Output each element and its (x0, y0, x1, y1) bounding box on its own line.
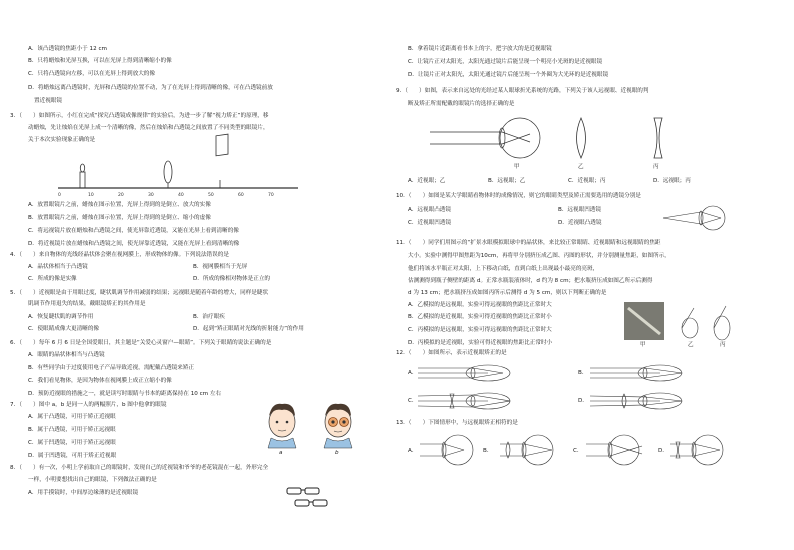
q11-option-a: A．乙模拟的是远视眼，实验可得远视眼的焦距比正常时大 (408, 302, 552, 308)
q7-option-c: C．属于凹透镜，可用于矫正远视眼 (28, 440, 116, 446)
q11-line2: 大小。实验中测得甲图焦距为10cm，再将甲分别挤压成乙图、丙图的形状，并分别测量焦距，如图所示， (408, 253, 670, 259)
q12-b-diagram (590, 362, 710, 384)
q13-option-c: C． (573, 448, 583, 454)
q10-eye-figure (663, 203, 733, 233)
eye-diagram-icon (663, 206, 725, 230)
q10-option-a: A．远视眼凸透镜 (408, 207, 451, 213)
q11-line4: 估测测得到瓶子侧壁的距离 d。正常水瓶装液体时，d 约为 8 cm；把水瓶挤压成如图乙所示后测得 (408, 278, 653, 284)
q5-option-d: D．起到“矫正眼睛对光线的折射能力”的作用 (193, 326, 304, 332)
glasses-figure (283, 484, 343, 514)
q8-option-d: D．让镜片正对太阳光，太阳光通过镜片后能呈现一个外圈为大光环的是近视眼镜 (408, 72, 609, 78)
q8-option-c: C．让镜片正对太阳光，太阳光通过镜片后能呈现一个明亮小光斑的是近视眼镜 (408, 59, 603, 65)
q3-line1: 3．（ ）如图所示，小红在完成“探究凸透镜成像规律”的实验后，为进一步了解“视力矫正”的原理，移 (10, 113, 269, 119)
svg-text:50: 50 (208, 193, 214, 198)
q13-option-d: D． (658, 448, 668, 454)
screen-icon (216, 134, 228, 188)
svg-text:70: 70 (268, 193, 274, 198)
q9-line1: 9．（ ）如图，表示来自远处的光经过某人眼球折光系统的光路，下列关于该人远视眼、近视眼的判 (396, 88, 649, 94)
q12-stem: 12．（ ）如图所示，表示近视眼矫正的是 (396, 350, 507, 356)
q10-option-d: D．近视眼凸透镜 (558, 220, 602, 226)
q12-option-c: C． (408, 398, 418, 404)
q13-b-diagram (500, 432, 560, 468)
q13-c-diagram (586, 432, 646, 468)
convex-lens-icon (577, 118, 586, 158)
eye-ray-icon (418, 365, 510, 381)
lens-icon (164, 161, 172, 188)
q11-line3: 他们将该水平瓶正对太阳，上下移动白纸，直到白纸上出现最小最亮的亮斑， (408, 266, 599, 272)
q11-label-bing: 丙 (720, 342, 726, 348)
svg-text:0: 0 (58, 193, 61, 198)
q12-option-a: A． (408, 370, 418, 376)
optical-bench-figure (58, 152, 308, 198)
svg-text:10: 10 (88, 193, 94, 198)
q13-a-diagram (420, 432, 480, 468)
q3-option-b: B．放置眼镜片之前，蜡烛在图示位置，光屏上得到的是倒立、缩小的虚像 (28, 215, 211, 221)
q11-option-b: B．乙模拟的是近视眼，实验可得近视眼的焦距比正常时小 (408, 314, 552, 320)
q9-label-yi: 乙 (578, 164, 584, 170)
glasses-icon (287, 488, 327, 506)
q13-option-a: A． (408, 448, 418, 454)
q8-line2: 一样，小明要想找出自己的眼镜，下列做法正确的是 (28, 477, 157, 483)
q12-c-diagram (418, 390, 538, 412)
q6-option-b: B．有些同学由于过度使用电子产品导致近视，需配戴凸透镜来矫正 (28, 365, 195, 371)
q9-option-b: B．远视眼；乙 (488, 178, 526, 184)
q8-option-b: B．拿着镜片近距离看书本上的字，把字放大的是近视眼镜 (408, 46, 552, 52)
eye-ray-icon (590, 365, 682, 381)
q12-option-b: B． (578, 370, 588, 376)
q10-option-c: C．近视眼凹透镜 (408, 220, 452, 226)
q4-option-d: D．所成的像相对物体是正立的 (193, 276, 271, 282)
q6-option-c: C．我们看见物体，是因为物体在视网膜上成正立缩小的像 (28, 378, 172, 384)
eye-ray-icon (500, 435, 553, 465)
q2-option-c: C．只将凸透镜向左移，可以在光屏上得到放大的像 (28, 71, 155, 77)
svg-text:60: 60 (238, 193, 244, 198)
q5-option-b: B．治疗眼疾 (193, 314, 225, 320)
eye-ray-icon (670, 435, 723, 465)
q6-option-a: A．眼睛的晶状体相当与凸透镜 (28, 352, 105, 358)
concave-lens-icon (654, 118, 662, 158)
q13-d-diagram (670, 432, 730, 468)
q2-option-b: B．只将蜡烛和光屏互换，可以在光屏上得到清晰缩小的像 (28, 58, 172, 64)
boy-photos-figure (258, 396, 368, 458)
q12-option-d: D． (578, 398, 588, 404)
q2-option-a: A．该凸透镜的焦距小于 12 cm (28, 46, 107, 52)
q6-option-d: D．预防近视眼的措施之一，就是读写时眼睛与书本的距离保持在 10 cm 左右 (28, 391, 222, 397)
q4-option-a: A．晶状体相当于凸透镜 (28, 264, 88, 270)
q5-option-c: C．使眼睛成像大更清晰的像 (28, 326, 100, 332)
q9-line2: 断及矫正所需配戴的眼镜片的选择正确的是 (408, 101, 515, 107)
boy-with-lens-icon (324, 404, 352, 448)
q9-option-c: C．近视眼；丙 (568, 178, 606, 184)
photo-b-label: b (335, 450, 339, 456)
q9-figure (428, 112, 668, 166)
q3-line2: 动蜡烛，先让烛焰在光屏上成一个清晰的像，然后在烛焰和凸透镜之间放置了不同类型的眼镜片， (28, 125, 269, 131)
q3-option-a: A．放置眼镜片之前，蜡烛在图示位置，光屏上得到的是倒立、放大的实像 (28, 202, 211, 208)
q3-option-c: C．将远视镜片放在蜡烛和凸透镜之间，使光屏靠近透镜，又能在光屏上看到清晰的像 (28, 228, 239, 234)
eye-ray-icon (420, 435, 473, 465)
boy-face-icon (268, 404, 296, 448)
q11-label-jia: 甲 (640, 342, 646, 348)
photo-a-label: a (279, 450, 283, 456)
q9-label-bing: 丙 (653, 164, 659, 170)
q11-line5: d 为 13 cm；把水瓶挤压成如图丙所示后测得 d 为 5 cm，则以下判断正确的是 (408, 290, 607, 296)
svg-text:40: 40 (178, 193, 184, 198)
q5-option-a: A．恢复睫状肌的调节作用 (28, 314, 94, 320)
q8-option-a: A．用手摸镜时，中间厚边缘薄的是近视眼镜 (28, 490, 139, 496)
q10-stem: 10．（ ）如图是某大学眼睛看物体时的成像情况，则它的眼睛类型及矫正需要选用的透镜分别是 (396, 193, 641, 199)
q13-stem: 13．（ ）下图情形中，与远视眼矫正相符的是 (396, 420, 518, 426)
eye-ray-icon (586, 435, 642, 465)
q11-option-c: C．丙模拟的是远视眼，实验可得远视眼的焦距比正常时大 (408, 327, 552, 333)
q6-stem: 6．（ ）每年 6 月 6 日是全国爱眼日，其主题是“关爱心灵窗户—眼睛”。下列关于眼睛的说法正确的是 (10, 340, 272, 346)
q12-d-diagram (590, 390, 710, 412)
q3-option-d: D．将近视镜片放在蜡烛和凸透镜之间，使光屏靠近透镜，又能在光屏上看到清晰的像 (28, 241, 240, 247)
q11-label-yi: 乙 (688, 342, 694, 348)
q9-option-a: A．近视眼；乙 (408, 178, 446, 184)
candle-icon (80, 164, 85, 188)
q10-option-b: B．远视眼凹透镜 (558, 207, 601, 213)
q5-line1: 5．（ ）近视眼是由于用眼过度，睫状肌调节作用减弱的结果；远视眼是随着年龄的增大，同样是睫状 (10, 290, 269, 296)
q11-line1: 11．（ ）同学们用图示的“扩景水眼模拟眼球中的晶状体，来比较正常眼睛、近视眼睛和远视眼睛的焦距 (396, 240, 661, 246)
q4-option-c: C．所成的像是实像 (28, 276, 77, 282)
bottle-icon (682, 306, 730, 340)
q7-option-b: B．属于凸透镜，可用于矫正远视眼 (28, 427, 116, 433)
q12-a-diagram (418, 362, 538, 384)
svg-text:20: 20 (118, 193, 124, 198)
q13-option-b: B． (483, 448, 493, 454)
eye-ray-icon (418, 393, 510, 409)
eye-ray-diagram-icon (430, 118, 540, 158)
q8-line1: 8．（ ）有一次，小明上学前取自己的眼镜时，发现自己的近视镜和爷爷的老花镜混在一起，外形完全 (10, 465, 269, 471)
q2-option-d: D．将蜡烛远离凸透镜时，光屏和凸透镜的位置不动，为了在光屏上得到清晰的像，可在凸透镜前放 (28, 85, 273, 91)
q7-option-a: A．属于凸透镜，可用于矫正近视眼 (28, 414, 116, 420)
eye-ray-icon (590, 393, 682, 409)
q3-line3: 关于本次实验现象正确的是 (28, 137, 96, 143)
q5-line2: 肌调节作用退失的结果，戴眼镜矫正的其作用是 (28, 301, 146, 307)
q4-stem: 4．（ ）来自物体的光线经晶状体会聚在视网膜上，形成物体的像。下列说法错误的是 (10, 252, 229, 258)
q7-stem: 7．（ ）图中 a，b 是同一人的两幅照片，b 图中他拿的眼镜 (10, 402, 167, 408)
q9-option-d: D．远视眼；丙 (653, 178, 691, 184)
svg-text:30: 30 (148, 193, 154, 198)
q7-option-d: D．属于凹透镜，可用于矫正近视眼 (28, 453, 117, 459)
q4-option-b: B．视网膜相当于光屏 (193, 264, 248, 270)
q9-label-jia: 甲 (514, 164, 520, 170)
q2-option-d-cont: 置近视眼镜 (34, 98, 62, 104)
q11-option-d: D．丙模拟的是近视眼，实验可得近视眼的焦距比正常时小 (408, 340, 553, 346)
